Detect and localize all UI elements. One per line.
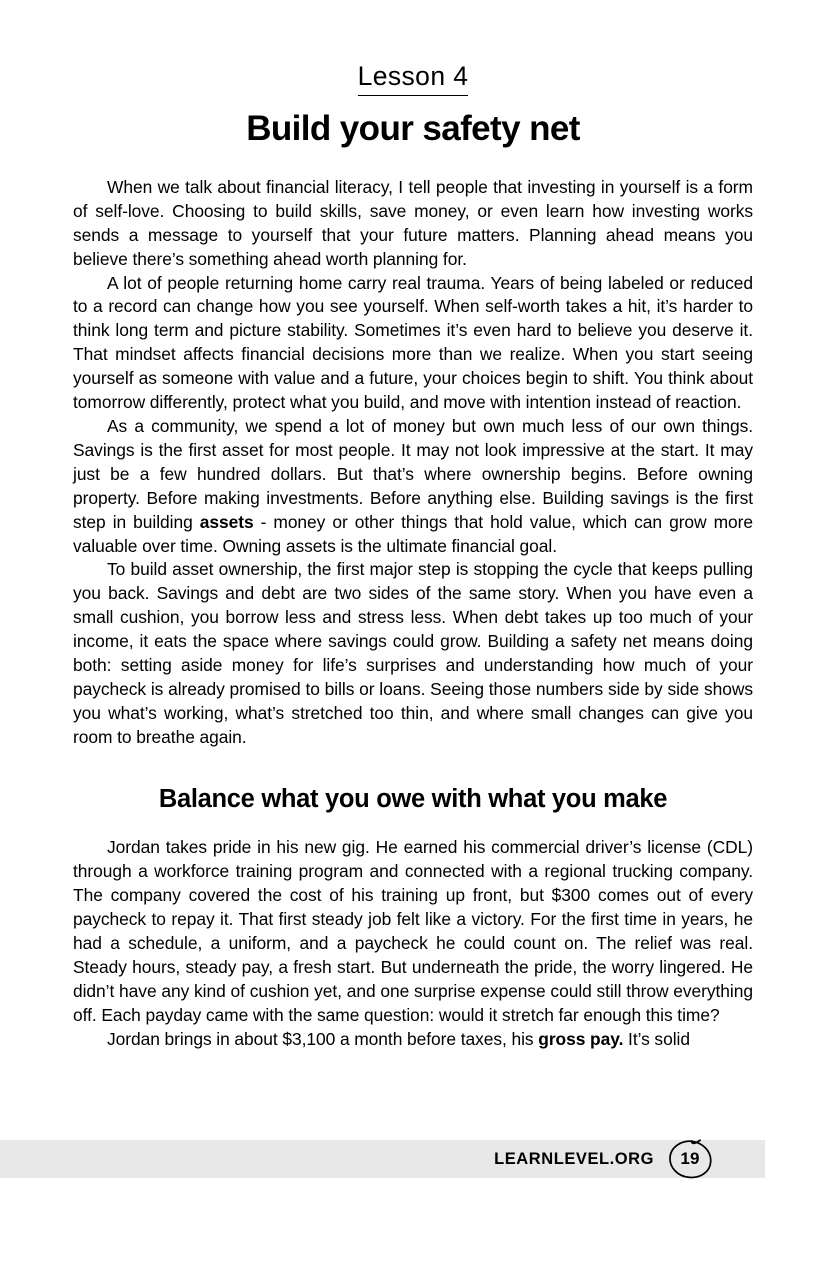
paragraph-2: A lot of people returning home carry real trauma. Years of being labeled or reduced to a record can change how you see yourself. When self-worth takes a hit, it’s harder to think long term and picture stability. Sometimes it’s even hard to believe you deserve it. That mindset affects financial decisions more than we realize. When you start seeing yourself as someone with value and a future, your choices begin to shift. You think about tomorrow differently, protect what you build, and move with intention instead of reaction. xyxy=(73,272,753,413)
paragraph-3-text-after: - money or other things that hold value, which can grow more valuable over time. Owning assets is the ultimate financial goal. xyxy=(73,511,754,556)
page-number-text: 19 xyxy=(680,1149,700,1168)
paragraph-3 xyxy=(73,415,753,558)
paragraph-6-text-after: It’s solid xyxy=(623,1028,690,1049)
page-number-badge xyxy=(667,1138,713,1180)
paragraph-6-text-before: Jordan brings in about $3,100 a month before taxes, his xyxy=(107,1028,539,1049)
paragraph-4: To build asset ownership, the first major step is stopping the cycle that keeps pulling you back. Savings and debt are two sides of the same story. When you have even a small cushion, you borrow less and stress less. When debt takes up too much of your income, it eats the space where savings could grow. Building a safety net means doing both: setting aside money for life’s surprises and understanding how much of your paycheck is already promised to bills or loans. Seeing those numbers side by side shows you what’s working, what’s stretched too thin, and where small changes can give you room to breathe again. xyxy=(73,559,753,747)
footer-content xyxy=(494,1140,765,1178)
page-title: Build your safety net xyxy=(246,108,580,148)
paragraph-6 xyxy=(73,1028,753,1052)
page-content xyxy=(73,62,753,1051)
paragraph-5: Jordan takes pride in his new gig. He earned his commercial driver’s license (CDL) through a workforce training program and connected with a regional trucking company. The company covered the cost of his training up front, but $300 comes out of every paycheck to repay it. That first steady job felt like a victory. For the first time in years, he had a schedule, a uniform, and a paycheck he could count on. The relief was real. Steady hours, steady pay, a fresh start. But underneath the pride, the worry lingered. He didn’t have any kind of cushion yet, and one surprise expense could still throw everything off. Each payday came with the same question: would it stretch far enough this time? xyxy=(73,837,753,1025)
intro-body xyxy=(73,176,753,750)
lesson-label-text: Lesson 4 xyxy=(358,62,469,96)
paragraph-1: When we talk about financial literacy, I tell people that investing in yourself is a form of self-love. Choosing to build skills, save money, or even learn how investing works sends a message to yourself that your future matters. Planning ahead means you believe there’s something ahead worth planning for. xyxy=(73,176,753,269)
term-assets: assets xyxy=(199,511,254,532)
page-footer xyxy=(0,1140,765,1178)
term-gross-pay: gross pay. xyxy=(538,1028,624,1049)
section-body xyxy=(73,836,753,1051)
section-heading: Balance what you owe with what you make xyxy=(158,784,668,813)
lesson-label xyxy=(73,62,753,96)
paragraph-3-text-before: As a community, we spend a lot of money but own much less of our own things. Savings is the first asset for most people. It may not look impressive at the start. It may just be a few hundred dollars. But that’s where ownership begins. Before owning property. Before making investments. Before anything else. Building savings is the first step in building xyxy=(73,415,753,532)
footer-brand-label: LEARNLEVEL.ORG xyxy=(494,1149,654,1168)
